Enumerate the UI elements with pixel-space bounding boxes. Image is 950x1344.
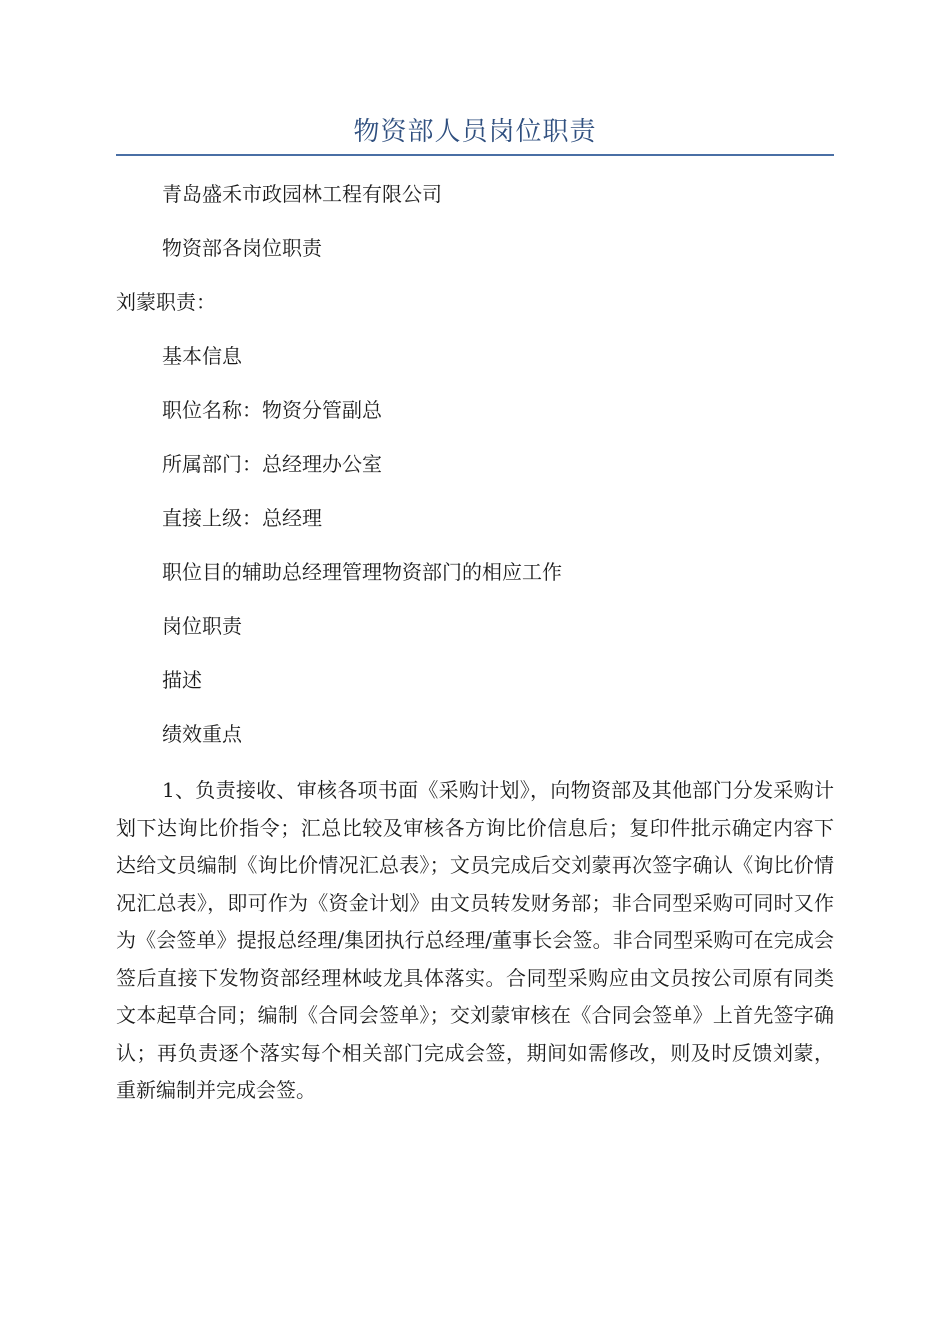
performance-heading: 绩效重点 [162,722,242,746]
direct-supervisor: 直接上级：总经理 [162,506,322,530]
document-title: 物资部人员岗位职责 [353,117,597,147]
duty-paragraph-1: 1、负责接收、审核各项书面《采购计划》，向物资部及其他部门分发采购计划下达询比价指令；汇总比较及审核各方询比价信息后；复印件批示确定内容下达给文员编制《询比价情况汇总表》；文员完成后交刘蒙再次签字确认《询比价情况汇总表》，即可作为《资金计划》由文员转发财务部；非合同型采购可同时又作为《会签单》提报总经理/集团执行总经理/董事长会签。非合同型采购可在完成会签后直接下发物资部经理林岐龙具体落实。合同型采购应由文员按公司原有同类文本起草合同；编制《合同会签单》；交刘蒙审核在《合同会签单》上首先签字确认；再负责逐个落实每个相关部门完成会签，期间如需修改，则及时反馈刘蒙，重新编制并完成会签。 [116,778,834,1102]
section-heading: 物资部各岗位职责 [162,236,322,260]
department: 所属部门：总经理办公室 [162,452,382,476]
title-underline [116,154,834,156]
position-name: 职位名称：物资分管副总 [162,398,382,422]
duties-heading: 岗位职责 [162,614,242,638]
person-heading: 刘蒙职责： [116,290,216,314]
basic-info-heading: 基本信息 [162,344,242,368]
position-purpose: 职位目的辅助总经理管理物资部门的相应工作 [162,560,562,584]
description-heading: 描述 [162,668,202,692]
company-name: 青岛盛禾市政园林工程有限公司 [162,182,442,206]
